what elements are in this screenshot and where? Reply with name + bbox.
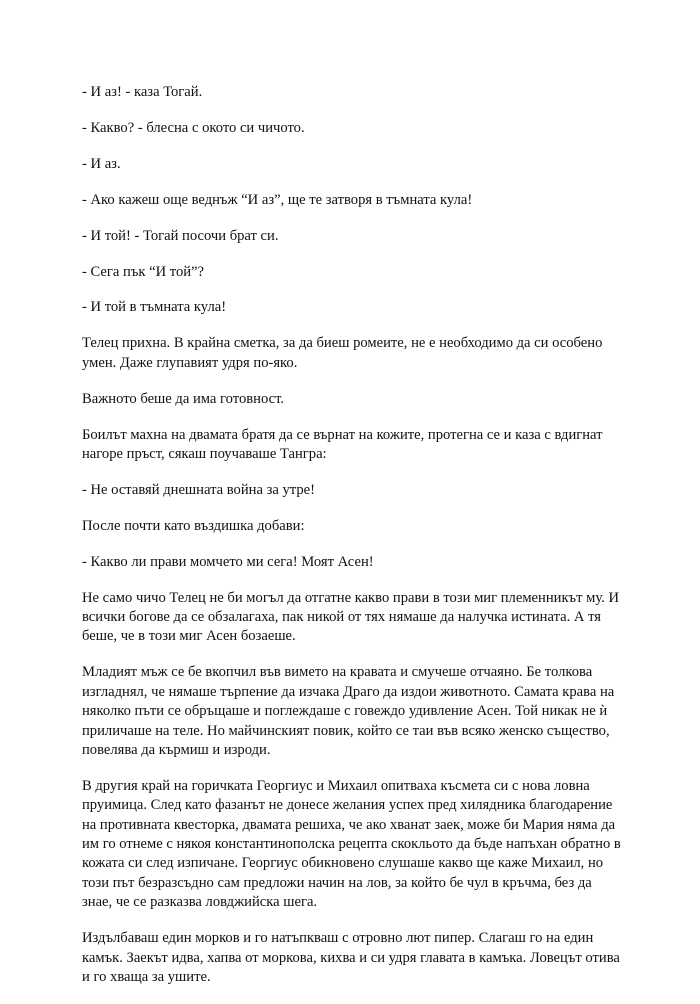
dialogue-line: - И аз! - каза Тогай. xyxy=(82,84,203,100)
paragraph: После почти като въздишка добави: xyxy=(82,517,305,534)
paragraph: Младият мъж се бе вкопчил във вимето на кравата и смучеше отчаяно. Бе толкова изгладнял, че нямаше търпение да изчака Драго да издои животното. Самата крава на няколко пъти се обръщаше и поглеждаше с говеждо удивление Асен. Той никак не ѝ приличаше на теле. Но майчинският повик, който се таи във всяко женско същество, повелява да кърмиш и изроди. xyxy=(82,664,615,758)
dialogue-line: - Ако кажеш още веднъж “И аз”, ще те затворя в тъмната кула! xyxy=(82,191,473,208)
paragraph: Важното беше да има готовност. xyxy=(82,390,285,407)
paragraph: Издълбаваш един морков и го натъпкваш с отровно лют пипер. Слагаш го на един камък. Заекът идва, хапва от моркова, кихва и си удря главата в камъка. Ловецът отива и го хваща за ушите. xyxy=(82,930,620,985)
paragraph: В другия край на горичката Георгиус и Михаил опитваха късмета си с нова ловна пруимица. След като фазанът не донесе желания успех пред хилядника благодарение на противната квесторка, двамата решиха, че ако хванат заек, може би Мария няма да им го отнеме с някоя константинополска рецепта скокльото да бъде напъхан обратно в кожата си след изпичане. Георгиус обикновено слушаше какво ще каже Михаил, но този път безразсъдно сам предложи начин на лов, за който бе чул в кръчма, без да знае, че се разказва ловджийска шега. xyxy=(82,777,621,911)
dialogue-line: - Не оставяй днешната война за утре! xyxy=(82,481,315,498)
dialogue-line: - И аз. xyxy=(82,155,121,172)
dialogue-line: - И той в тъмната кула! xyxy=(82,299,227,316)
paragraph: Телец прихна. В крайна сметка, за да биеш ромеите, не е необходимо да си особено умен. Даже глупавият удря по-яко. xyxy=(82,335,603,371)
dialogue-line: - Сега пък “И той”? xyxy=(82,263,205,280)
dialogue-line: - Какво ли прави момчето ми сега! Моят Асен! xyxy=(82,553,374,570)
dialogue-line: - И той! - Тогай посочи брат си. xyxy=(82,227,279,244)
dialogue-line: - Какво? - блесна с окото си чичото. xyxy=(82,119,305,136)
paragraph: Боилът махна на двамата братя да се върнат на кожите, протегна се и каза с вдигнат нагоре пръст, сякаш поучаваше Тангра: xyxy=(82,426,603,462)
document-body xyxy=(82,83,622,1004)
paragraph: Не само чичо Телец не би могъл да отгатне какво прави в този миг племенникът му. И всички богове да се обзалагаха, пак никой от тях нямаше да налучка истината. А тя беше, че в този миг Асен бозаеше. xyxy=(82,589,620,645)
